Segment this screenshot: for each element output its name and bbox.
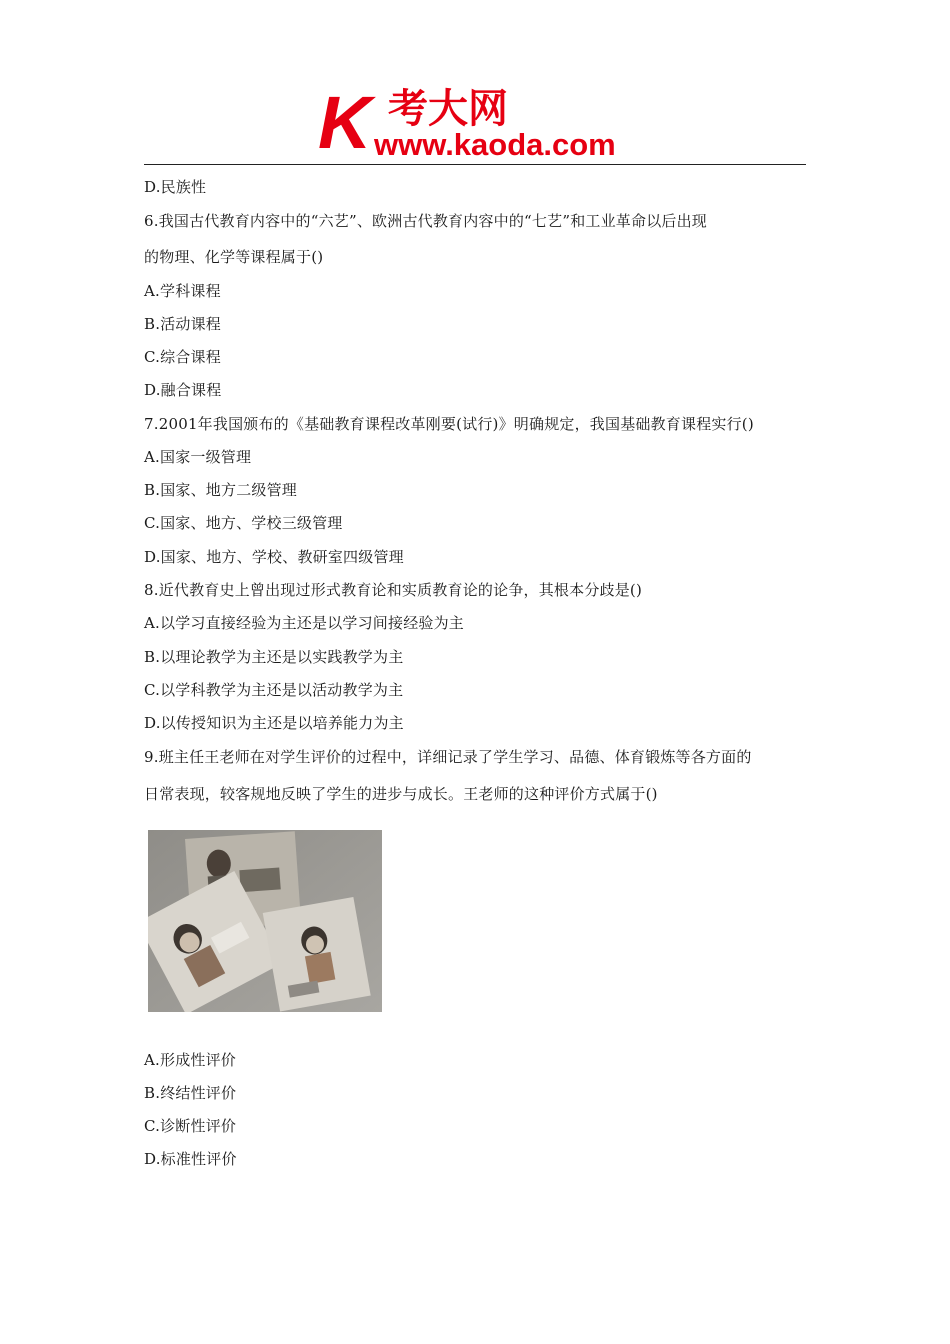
option-d-q8: D.以传授知识为主还是以培养能力为主: [144, 714, 404, 732]
logo-k-letter: K: [318, 84, 372, 162]
logo-url: www.kaoda.com: [374, 127, 616, 162]
option-b-q9: B.终结性评价: [144, 1084, 237, 1102]
option-c-q9: C.诊断性评价: [144, 1117, 237, 1135]
header-rule: [144, 164, 806, 165]
option-b-q7: B.国家、地方二级管理: [144, 481, 297, 499]
option-b-q8: B.以理论教学为主还是以实践教学为主: [144, 648, 404, 666]
kaoda-logo: [318, 84, 638, 162]
option-d-q7: D.国家、地方、学校、教研室四级管理: [144, 548, 404, 566]
question-6-line2: 的物理、化学等课程属于(): [144, 248, 324, 266]
option-a-q6: A.学科课程: [144, 282, 221, 300]
question-7: 7.2001年我国颁布的《基础教育课程改革刚要(试行)》明确规定，我国基础教育课程实行(): [144, 415, 754, 433]
question-8: 8.近代教育史上曾出现过形式教育论和实质教育论的论争，其根本分歧是(): [144, 581, 643, 599]
logo-name: 考大网: [388, 86, 508, 132]
option-c-q7: C.国家、地方、学校三级管理: [144, 514, 343, 532]
cartoon-photo-image: [148, 830, 382, 1012]
option-c-q6: C.综合课程: [144, 348, 221, 366]
option-a-q8: A.以学习直接经验为主还是以学习间接经验为主: [144, 614, 465, 632]
question-9-line1: 9.班主任王老师在对学生评价的过程中，详细记录了学生学习、品德、体育锻炼等各方面的: [144, 748, 752, 766]
question-6-line1: 6.我国古代教育内容中的“六艺”、欧洲古代教育内容中的“七艺”和工业革命以后出现: [144, 212, 707, 230]
option-a-q7: A.国家一级管理: [144, 448, 252, 466]
option-d-q6: D.融合课程: [144, 381, 222, 399]
option-a-q9: A.形成性评价: [144, 1051, 237, 1069]
option-d-q9: D.标准性评价: [144, 1150, 237, 1168]
option-c-q8: C.以学科教学为主还是以活动教学为主: [144, 681, 404, 699]
question-9-line2: 日常表现，较客规地反映了学生的进步与成长。王老师的这种评价方式属于(): [144, 785, 658, 803]
option-b-q6: B.活动课程: [144, 315, 221, 333]
option-d-q5: D.民族性: [144, 178, 207, 196]
